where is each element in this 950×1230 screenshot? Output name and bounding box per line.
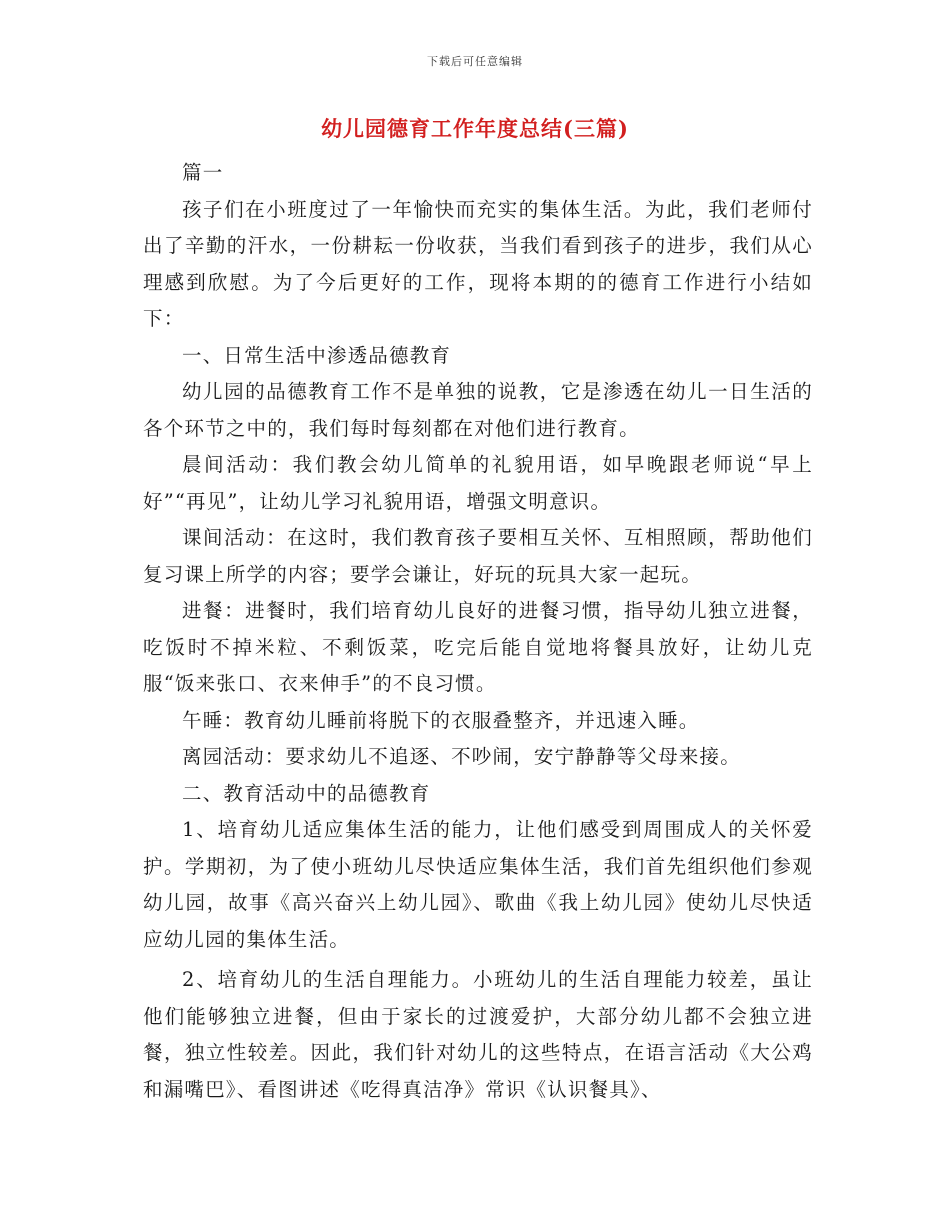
section-heading-daily-life: 一、日常生活中渗透品德教育 xyxy=(182,343,452,367)
paragraph-nap: 午睡：教育幼儿睡前将脱下的衣服叠整齐，并迅速入睡。 xyxy=(182,708,700,732)
section-heading-part-one: 篇一 xyxy=(182,161,224,184)
paragraph-intro: 孩子们在小班度过了一年愉快而充实的集体生活。为此，我们老师付出了辛勤的汗水，一份耕耘一份收获，当我们看到孩子的进步，我们从心理感到欣慰。为了今后更好的工作，现将本期的的德育工作进行小结如下： xyxy=(143,197,813,330)
paragraph-item-1: 1、培育幼儿适应集体生活的能力，让他们感受到周围成人的关怀爱护。学期初，为了使小班幼儿尽快适应集体生活，我们首先组织他们参观幼儿园，故事《高兴奋兴上幼儿园》、歌曲《我上幼儿园》使幼儿尽快适应幼儿园的集体生活。 xyxy=(143,818,813,951)
paragraph-daily-life: 幼儿园的品德教育工作不是单独的说教，它是渗透在幼儿一日生活的各个环节之中的，我们每时每刻都在对他们进行教育。 xyxy=(143,380,813,440)
paragraph-departure: 离园活动：要求幼儿不追逐、不吵闹，安宁静静等父母来接。 xyxy=(182,745,741,768)
document-title: 幼儿园德育工作年度总结(三篇) xyxy=(321,116,629,141)
paragraph-morning-activity: 晨间活动：我们教会幼儿简单的礼貌用语，如早晚跟老师说“早上好”“再见”，让幼儿学习礼貌用语，增强文明意识。 xyxy=(143,453,813,513)
paragraph-meal: 进餐：进餐时，我们培育幼儿良好的进餐习惯，指导幼儿独立进餐，吃饭时不掉米粒、不剩饭菜，吃完后能自觉地将餐具放好，让幼儿克服“饭来张口、衣来伸手”的不良习惯。 xyxy=(143,599,813,695)
document-body xyxy=(143,155,813,1108)
paragraph-break-activity: 课间活动：在这时，我们教育孩子要相互关怀、互相照顾，帮助他们复习课上所学的内容；要学会谦让，好玩的玩具大家一起玩。 xyxy=(143,526,813,586)
header-note: 下载后可任意编辑 xyxy=(427,55,523,68)
paragraph-item-2: 2、培育幼儿的生活自理能力。小班幼儿的生活自理能力较差，虽让他们能够独立进餐，但由于家长的过渡爱护，大部分幼儿都不会独立进餐，独立性较差。因此，我们针对幼儿的这些特点，在语言活动《大公鸡和漏嘴巴》、看图讲述《吃得真洁净》常识《认识餐具》、 xyxy=(143,968,813,1101)
section-heading-education-activities: 二、教育活动中的品德教育 xyxy=(182,781,431,805)
